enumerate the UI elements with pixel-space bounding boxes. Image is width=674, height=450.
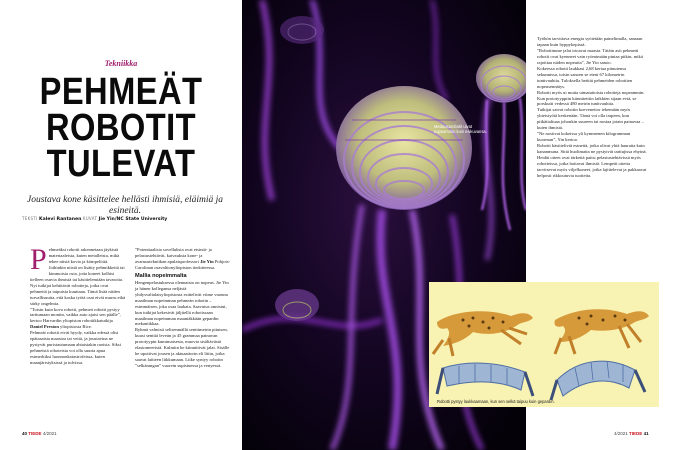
- paragraph: Kokeessa robotti laukkasi 2,68 kertaa pituutensa sekunnissa, toisin sanoen se eteni 67 kilometrin tuntivauhtia. Tuloksella heittäi pehmeiden robottien nopeusennätys.: [537, 65, 633, 89]
- paragraph-text: ”Potentiaalisia sovelluksia ovat etsintä- ja pelastustehtävät, kaivauksia kone- ja avaruustekniikan apulaisprofessori: [135, 247, 212, 264]
- paragraph: Tutkijat saivat robotin koevenetior tekemään myös yhteistyötä keskenään. Tämä voi olla tarpeen, kun pitkättaltuaa johonkin suureen tai nostaa jotain painavaa – kuten ihmistä.: [537, 107, 644, 131]
- paragraph: Pehmeät robotit eivät hyydy, vaikka edessä olisi epätasaista maastoa tai vettä, ja joustavina ne pystyvät puristautumaan ahtaistakin raoista. Siksi pehmeistä roboteista voi olla suurta apua esimerkiksi luonnonkatastrofeissa, kuten maanjäristyksissä ja tulvissa.: [30, 330, 121, 366]
- headline-line-2: ROBOTIT: [45, 107, 197, 149]
- paragraph-text: ”Toisin kuin kova robotti, pehmeä robotti pystyy tarttumaan moniin, vaikka auto ajaisi sen päälle”, kertoo Harvardin yliopiston robotiikkatutkija: [30, 306, 121, 324]
- headline-line-3: TULEVAT: [46, 143, 196, 185]
- page-number-left: 40: [22, 431, 28, 436]
- byline: [22, 216, 167, 222]
- subheading: Mallia nopeimmalta: [135, 272, 187, 279]
- person-name: Jie Yin: [200, 258, 214, 264]
- paragraph: [30, 307, 126, 331]
- cheetah-robot-figure: [429, 282, 659, 407]
- robot-caption: Robotti pystyy laukkaamaan, kun sen selkä taipuu kuin gepardin.: [437, 399, 555, 404]
- byline-photographer: Jie Yin/NC State University: [98, 217, 168, 222]
- footer-left: [22, 431, 57, 436]
- paragraph: Työhön tarvittava energia syötetään painelimalla, samaan tapaan kuin hyppykepissä.: [537, 36, 643, 47]
- issue-number: 4/2021: [42, 431, 57, 436]
- paragraph: Nyt tutkijat kehittävät robotteja, jotka ovat pehmeitä ja taipuisia kuuttaan. Tämä lisää niiden turvallisuutta, että koska työtä osat eivät murru eikä särky ongelmia.: [30, 282, 126, 306]
- footer-right: [614, 431, 649, 436]
- paragraph: [30, 243, 126, 283]
- paragraph: Hengenpelastuksessa olennaista on nopeus. Jie Yin ja hänen kollegansa neljästä yhdysvaltalaisyliopistosta esittelivät viime vuonna maailman nopeimman pehmeän robotin – esimmäisen, joka osaa laukata. Saavutus onnistui, kun tutkijat kekesivät jäljitellä robotissaan maailman nopeimman maaniäkkään gepardin mekaniikkaa.: [135, 279, 229, 327]
- soft-robot-illustration: [551, 361, 645, 400]
- figure-graphics: [429, 282, 659, 407]
- soft-robot-illustration: [437, 363, 533, 396]
- paragraph: [135, 247, 231, 271]
- paragraph: ”Ne nostivat kokeissa yli kymmenen kilogramman kuorman”, Yin kertoo.: [537, 131, 631, 143]
- byline-photo-label: KUVAT: [82, 216, 98, 221]
- section-label: Tekniikka: [104, 59, 138, 68]
- paragraph: Ryhmä valmisti selisenmällä senttimetrin pituisen, kuusi senttiä leveän ja 45 grammaa painavan prototyypin kumimaisesta, muovia sisältävästä elastomeeristä. Kulmiin he kiinnittivät jalat. Sisälle he upottivat jousen ja aktuaattorin eli liitin, jotka saavat laitteen liikkumaan. Liike syntyy robotin ”selkärangan” vuorein supistuessa ja venyessä.: [135, 327, 230, 369]
- byline-text-label: TEKSTI: [22, 216, 38, 221]
- magazine-brand: TIEDE: [629, 431, 643, 436]
- paragraph: ”Robottimme jalat irtoavat maasta. Tätäin asti pehmeät robotit ovat kyenneet vain ryömimään pintaa pitkin, mikä rajoittaa niiden nopeutta”, Jie Yin sanoo.: [537, 47, 643, 65]
- article-column-3: [537, 36, 647, 179]
- issue-number: 4/2021: [614, 431, 628, 436]
- cheetah-illustration: [433, 311, 533, 356]
- jellyfish-caption: Meduusarobotit uivat nopeammin kuin esikuvansa.: [434, 124, 487, 134]
- paragraph-text: yliopistosta Rice.: [60, 324, 92, 330]
- paragraph-text: Pohjois-Carolinan osavaltionyliopiston tiedotteessa.: [135, 258, 231, 270]
- headline-line-1: PEHMEÄT: [39, 71, 203, 113]
- byline-author: Kalevi Rantanen: [39, 217, 82, 222]
- headline: [17, 71, 225, 185]
- standfirst: Joustava kone käsittelee hellästi ihmisiä, eläimiä ja esineitä.: [26, 195, 224, 216]
- paragraph: Robotti myös ui muita uimataitoisia robotteja nopeammin. Kun prototyyppiin kiinnitettiin laikkien sijaan eviä, se porskutti vedessä 480 metrin tuntivauhtia.: [537, 89, 645, 107]
- cheetah-illustration: [554, 309, 649, 354]
- magazine-brand: TIEDE: [28, 431, 42, 436]
- paragraph-text: ehmeäksi robotit rakennetaan jäykistä materiaaleista, kuten metalleista, mikä tekee niistä kovia ja kömpelöitä. Joihinkin niistä on lisätty pehmikkeitä tai kimmoisia osia, jotta koneet kolhisi tielleen osuvia ihmisiä tai käsittelemiään tavaroita.: [30, 247, 125, 282]
- article-column-1: [30, 243, 126, 366]
- page-number-right: 41: [643, 431, 649, 436]
- person-name: Daniel Preston: [30, 324, 59, 330]
- drop-cap: P: [30, 243, 47, 276]
- article-column-2: [135, 247, 231, 369]
- paragraph: Robotit käsittelivät esineitä, jotka olivat yhtä hauraita kuin kananmuna. Siitä huolimatta ne pystyivät tarttujissa ehyinä. Heidät otteet ovat tärkeitä paitsi pelastustehtävissä myös robotteissa, jotka hoitavat ihmisiä. Lempeät otteita tarvitsevat myös viljelkoneet, jotka lajittelevat ja pakkaavat helposti rikkoutuvia tuotteita.: [537, 143, 647, 178]
